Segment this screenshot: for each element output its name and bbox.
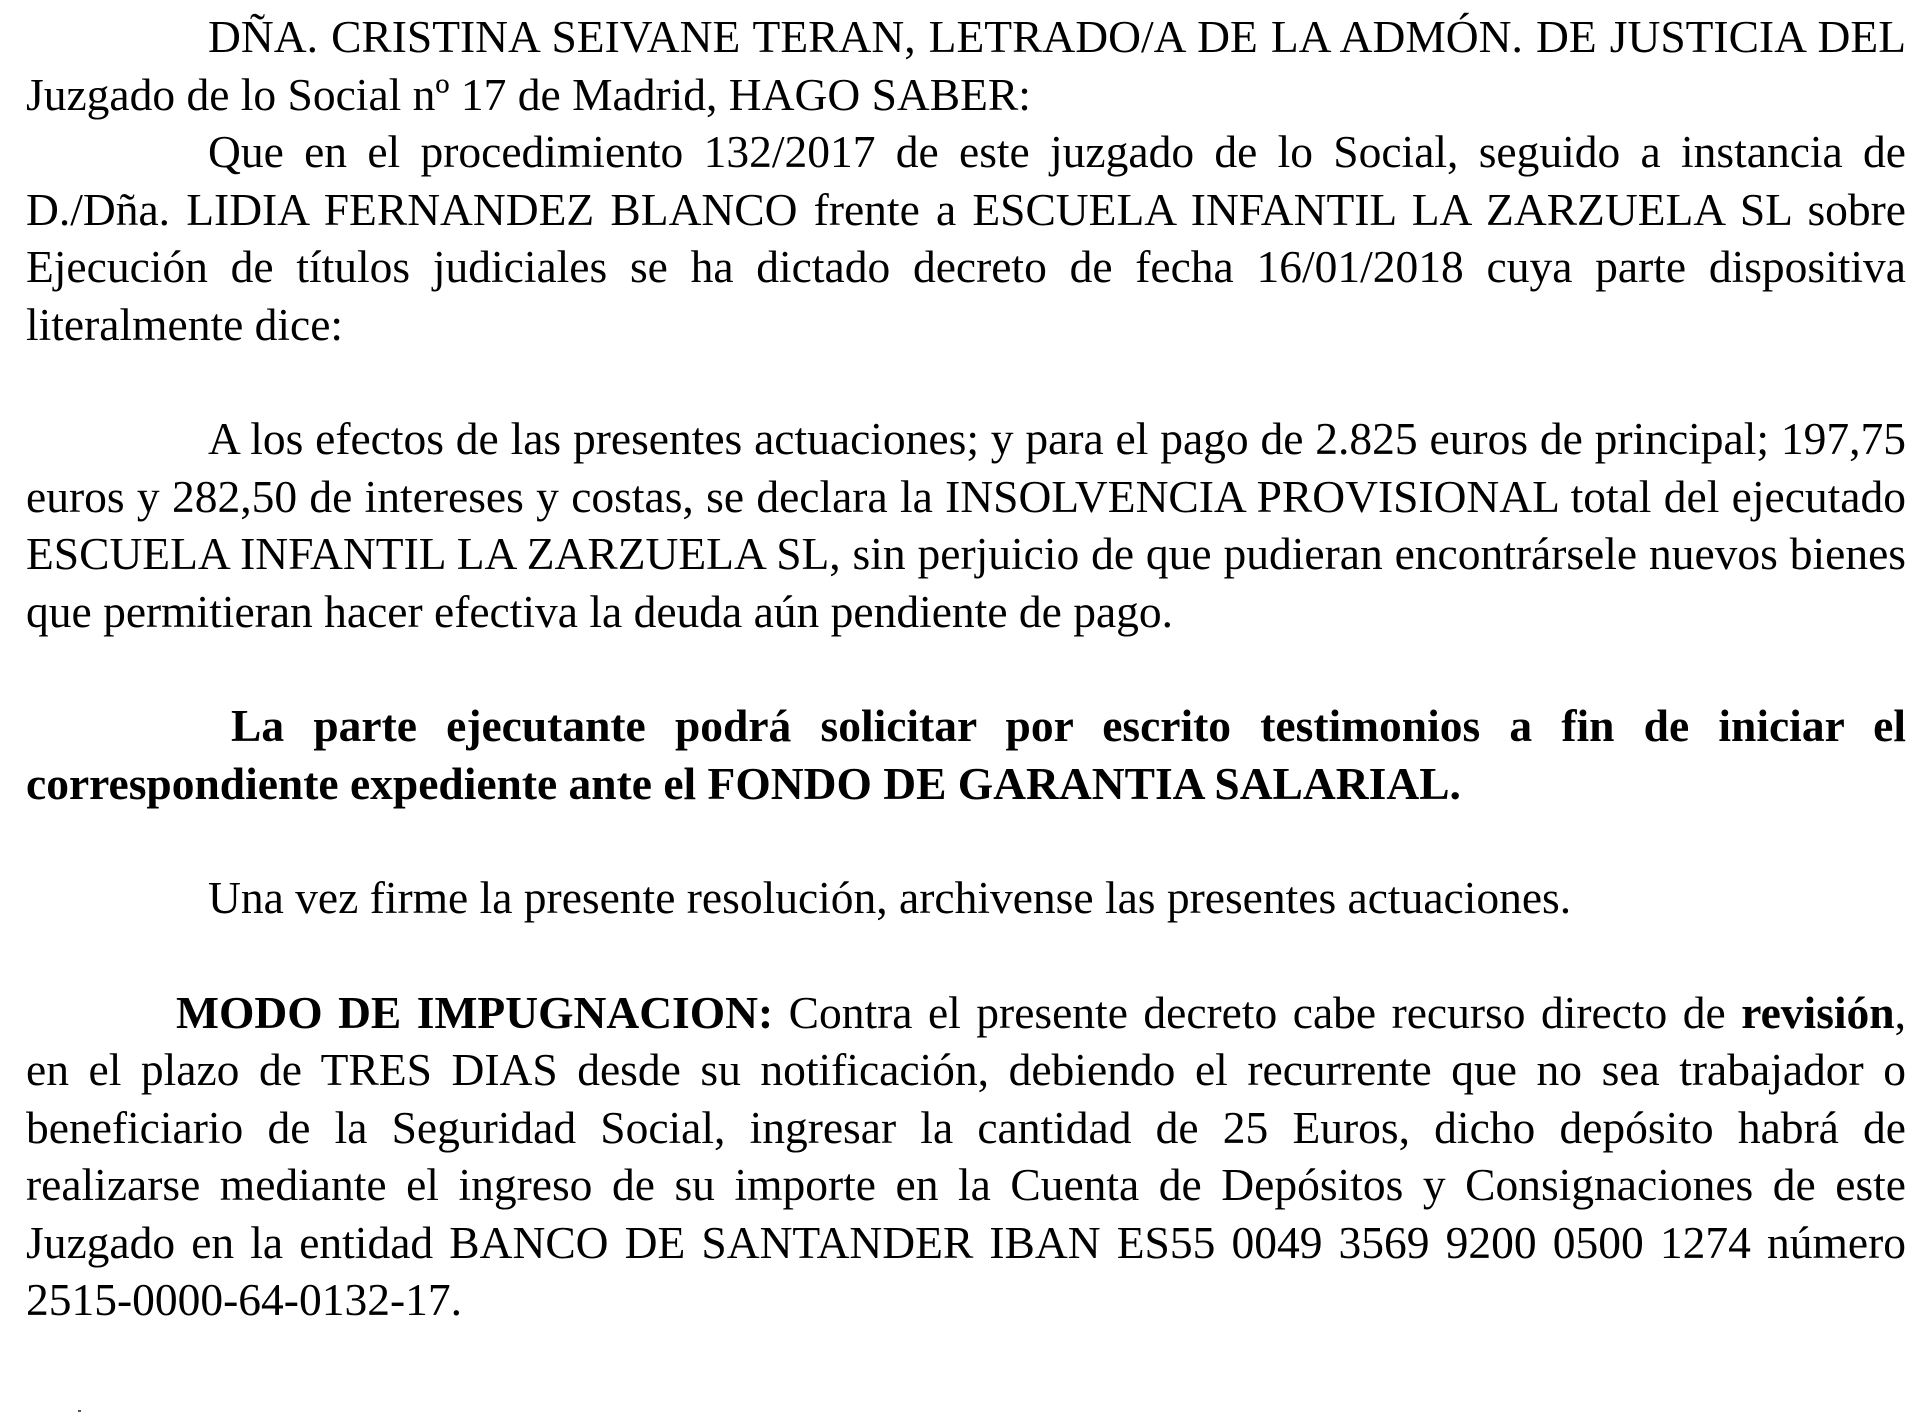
document-page — [26, 8, 1906, 1329]
fogasa-notice-paragraph: La parte ejecutante podrá solicitar por escrito testimonios a fin de iniciar el correspondiente expediente ante el FONDO DE GARANTIA SALARIAL. — [26, 700, 1906, 809]
scan-dot-mark — [78, 1410, 81, 1412]
archive-paragraph: Una vez firme la presente resolución, archivense las presentes actuaciones. — [208, 872, 1572, 923]
intro-paragraph: Que en el procedimiento 132/2017 de este juzgado de lo Social, seguido a instancia de D./Dña. LIDIA FERNANDEZ BLANCO frente a ESCUELA INFANTIL LA ZARZUELA SL sobre Ejecución de títulos judiciales se ha dictado decreto de fecha 16/01/2018 cuya parte dispositiva literalmente dice: — [26, 126, 1906, 350]
dispositive-paragraph: A los efectos de las presentes actuaciones; y para el pago de 2.825 euros de principal; 197,75 euros y 282,50 de intereses y costas, se declara la INSOLVENCIA PROVISIONAL total del ejecutado ESCUELA INFANTIL LA ZARZUELA SL, sin perjuicio de que pudieran encontrársele nuevos bienes que permitieran hacer efectiva la deuda aún pendiente de pago. — [26, 413, 1906, 637]
impugnation-text-2: , en el plazo de TRES DIAS desde su notificación, debiendo el recurrente que no sea trabajador o beneficiario de la Seguridad Social, ingresar la cantidad de 25 Euros, dicho depósito habrá de realizarse mediante el ingreso de su importe en la Cuenta de Depósitos y Consignaciones de este Juzgado en la entidad BANCO DE SANTANDER IBAN ES55 0049 3569 9200 0500 1274 número 2515-0000-64-0132-17. — [26, 986, 1906, 1325]
impugnation-text-1: Contra el presente decreto cabe recurso directo de — [773, 986, 1742, 1038]
impugnation-paragraph — [26, 984, 1906, 1329]
header-paragraph: DÑA. CRISTINA SEIVANE TERAN, LETRADO/A DE LA ADMÓN. DE JUSTICIA DEL Juzgado de lo Social nº 17 de Madrid, HAGO SABER: — [26, 11, 1906, 120]
impugnation-keyword: revisión — [1741, 986, 1895, 1038]
impugnation-heading: MODO DE IMPUGNACION: — [176, 986, 774, 1038]
